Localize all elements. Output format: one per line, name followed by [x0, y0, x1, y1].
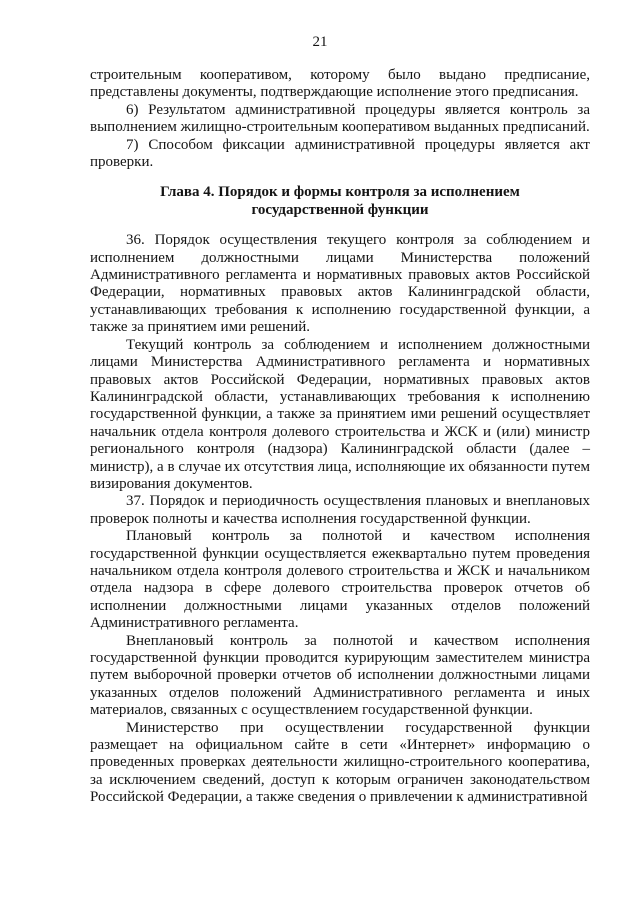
page-number: 21	[312, 34, 328, 50]
paragraph: 37. Порядок и периодичность осуществления плановых и внеплановых проверок полноты и качества исполнения государственной функции.	[90, 493, 590, 527]
paragraph: 36. Порядок осуществления текущего контроля за соблюдением и исполнением должностными лицами Министерства положений Административного регламента и нормативных правовых актов Российской Федерации, нормативных правовых актов Калининградской области, устанавливающих требования к исполнению государственной функции, а также за принятием ими решений.	[90, 232, 590, 336]
paragraph: Министерство при осуществлении государственной функции размещает на официальном сайте в сети «Интернет» информацию о проведенных проверках деятельности жилищно-строительного кооператива, за исключением сведений, доступ к которым ограничен законодательством Российской Федерации, а также сведения о привлечении к административной	[90, 719, 590, 806]
paragraph: 7) Способом фиксации административной процедуры является акт проверки.	[90, 136, 590, 171]
document-body	[90, 67, 590, 807]
paragraph: Внеплановый контроль за полнотой и качеством исполнения государственной функции проводится курирующим заместителем министра путем выборочной проверки отчетов об исполнении должностными лицами указанных отделов положений Административного регламента и иных материалов, связанных с осуществлением государственной функции.	[90, 632, 590, 719]
paragraph: Текущий контроль за соблюдением и исполнением должностными лицами Министерства Административного регламента и нормативных правовых актов Российской Федерации, нормативных правовых актов Калининградской области, устанавливающих требования к исполнению государственной функции, а также за принятием ими решений осуществляет начальник отдела контроля долевого строительства и ЖСК и (или) министр регионального контроля (надзора) Калининградской области (далее – министр), а в случае их отсутствия лица, исполняющие их обязанности путем визирования документов.	[90, 336, 590, 492]
chapter-heading	[90, 184, 590, 219]
chapter-heading-line: Глава 4. Порядок и формы контроля за исполнением	[160, 184, 520, 201]
paragraph: строительным кооперативом, которому было выдано предписание, представлены документы, подтверждающие исполнение этого предписания.	[90, 67, 590, 101]
chapter-heading-line: государственной функции	[251, 201, 429, 218]
paragraph: 6) Результатом административной процедуры является контроль за выполнением жилищно-строительным кооперативом выданных предписаний.	[90, 101, 590, 136]
paragraph: Плановый контроль за полнотой и качеством исполнения государственной функции осуществляется ежеквартально путем проведения начальником отдела контроля долевого строительства и ЖСК и начальником отдела надзора в сфере долевого строительства проверок отчетов об исполнении должностными лицами указанных отделов положений Административного регламента.	[90, 528, 590, 632]
